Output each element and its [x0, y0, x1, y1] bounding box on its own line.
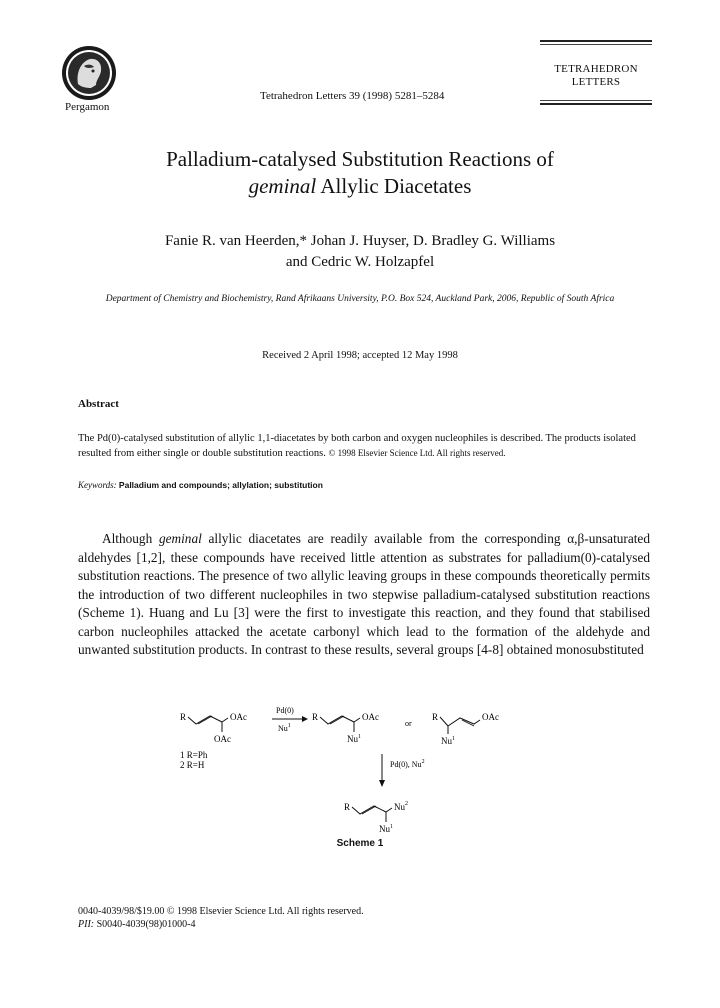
svg-text:R: R [432, 712, 439, 722]
diacetate-structure [180, 712, 247, 770]
svg-text:OAc: OAc [362, 712, 379, 722]
journal-name-line1: TETRAHEDRON [554, 63, 638, 75]
paper-title [0, 146, 720, 200]
svg-text:Nu1: Nu$^1$ [379, 824, 393, 834]
reaction-arrow-1 [272, 706, 308, 733]
monosubstituted-product-b [432, 712, 499, 746]
journal-reference: Tetrahedron Letters 39 (1998) 5281–5284 [260, 90, 445, 102]
title-rest: Allylic Diacetates [316, 174, 472, 198]
received-dates: Received 2 April 1998; accepted 12 May 1998 [262, 350, 458, 361]
header-rule-bottom [540, 100, 652, 107]
footer-pii [78, 919, 364, 932]
r-label: R [180, 712, 187, 722]
svg-text:Nu1: Nu$^1$ [441, 736, 455, 746]
body-italic: geminal [158, 531, 202, 546]
scheme-caption: Scheme 1 [336, 838, 384, 849]
reaction-arrow-2 [379, 754, 425, 787]
keywords [78, 480, 648, 490]
keywords-label: Keywords: [78, 480, 117, 490]
journal-name-line2: LETTERS [571, 76, 621, 88]
journal-name [540, 63, 652, 89]
abstract-heading: Abstract [78, 398, 119, 410]
title-italic: geminal [248, 174, 317, 198]
svg-text:R: R [312, 712, 319, 722]
authors-line1: Fanie R. van Heerden,* Johan J. Huyser, D. Bradley G. Williams [164, 233, 556, 249]
publisher-name: Pergamon [65, 101, 110, 113]
svg-text:Nu2: Nu$^2$ [394, 801, 408, 812]
footer [78, 906, 364, 931]
affiliation: Department of Chemistry and Biochemistry, Rand Afrikaans University, P.O. Box 524, Auckland Park, 2006, Republic of South Africa [105, 294, 615, 304]
authors [0, 231, 720, 273]
nu-label-arrow: Nu$^1$ [278, 723, 291, 733]
step2-label: Pd(0), Nu$^2$ [390, 759, 425, 769]
footer-copyright: 0040-4039/98/$19.00 © 1998 Elsevier Science Ltd. All rights reserved. [78, 906, 364, 917]
svg-text:R: R [344, 802, 351, 812]
abstract-copyright: © 1998 Elsevier Science Ltd. All rights reserved. [328, 448, 506, 458]
oac-label: OAc [230, 712, 247, 722]
monosubstituted-product-a [312, 712, 379, 744]
oac-label-2: OAc [214, 734, 231, 744]
header-rule-top [540, 40, 652, 47]
publisher-logo [60, 44, 118, 102]
compound-1-label: 1 R=Ph [180, 750, 208, 760]
title-line1: Palladium-catalysed Substitution Reactions of [166, 147, 554, 171]
pii-value: S0040-4039(98)01000-4 [94, 918, 196, 930]
abstract-body: The Pd(0)-catalysed substitution of allylic 1,1-diacetates by both carbon and oxygen nucleophiles is described. The products isolated resulted from either single or double substitution reactions. [78, 433, 636, 459]
keywords-value: Palladium and compounds; allylation; substitution [118, 480, 323, 490]
title-line2 [0, 173, 720, 200]
compound-2-label: 2 R=H [180, 760, 205, 770]
pii-label: PII: [78, 918, 95, 930]
abstract-text [78, 432, 648, 461]
svg-text:OAc: OAc [482, 712, 499, 722]
authors-line2: and Cedric W. Holzapfel [285, 254, 435, 270]
disubstituted-product [344, 801, 408, 834]
scheme-1 [160, 702, 580, 852]
svg-text:Nu1: Nu$^1$ [347, 734, 361, 744]
body-pre: Although [102, 531, 159, 546]
pd0-label: Pd(0) [276, 706, 294, 715]
body-paragraph [78, 530, 650, 660]
body-post: allylic diacetates are readily available from the corresponding α,β-unsaturated aldehydes [1,2], these compounds have received little attention as substrates for palladium(0)-catalysed substitution reactions. The presence of two allylic leaving groups in these compounds theoretically permits the introduction of two different nucleophiles in two stepwise palladium-catalysed substitution reactions (Scheme 1). Huang and Lu [3] were the first to investigate this reaction, and they found that stabilised carbon nucleophiles attacked the acetate carbonyl which lead to the formation of the aldehyde and unwanted substitution products. In contrast to these results, several groups [4-8] obtained monosubstituted [78, 531, 650, 657]
or-label: or [405, 719, 412, 728]
